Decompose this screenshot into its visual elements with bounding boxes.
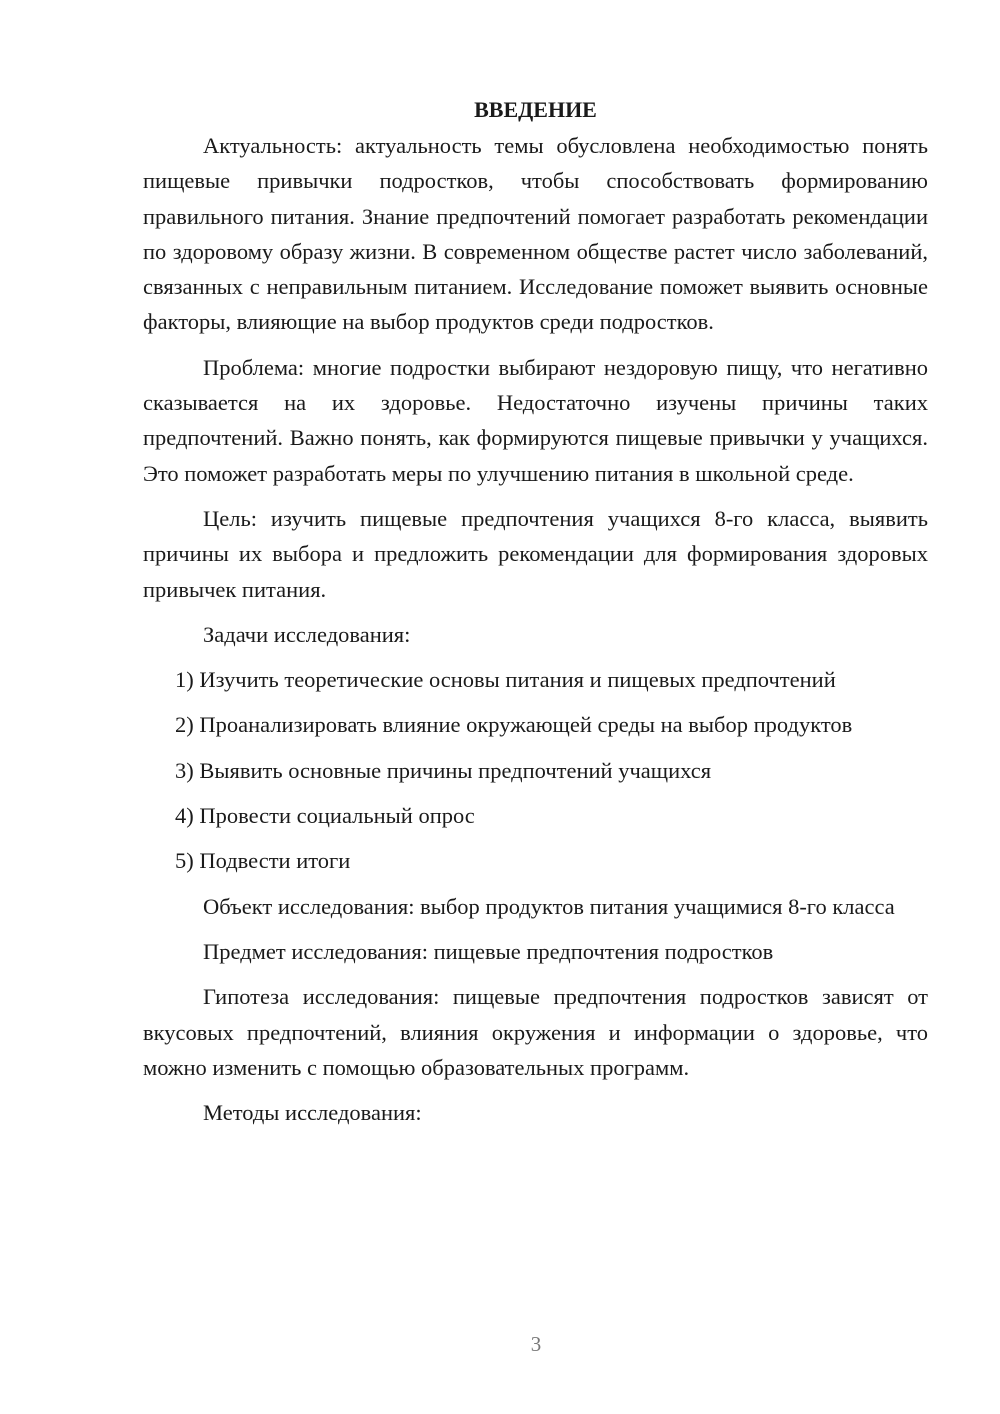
tasks-heading: Задачи исследования: [203,621,411,647]
page-number: 3 [530,1332,542,1356]
methods-heading: Методы исследования: [203,1100,422,1126]
tasks-list [143,662,928,878]
document-page [143,92,928,1140]
task-item: 5) Подвести итоги [175,848,351,874]
relevance-paragraph: Актуальность: актуальность темы обусловлена необходимостью понять пищевые привычки подростков, чтобы способствовать формированию правильного питания. Знание предпочтений помогает разработать рекомендации по здоровому образу жизни. В современном обществе растет число заболеваний, связанных с неправильным питанием. Исследование поможет выявить основные факторы, влияющие на выбор продуктов среди подростков. [143,133,928,335]
goal-paragraph: Цель: изучить пищевые предпочтения учащихся 8-го класса, выявить причины их выбора и предложить рекомендации для формирования здоровых привычек питания. [143,505,928,602]
task-item: 4) Провести социальный опрос [175,803,475,829]
object-paragraph: Объект исследования: выбор продуктов питания учащимися 8-го класса [203,893,895,919]
section-title: ВВЕДЕНИЕ [474,97,597,122]
task-item: 1) Изучить теоретические основы питания и пищевых предпочтений [175,667,836,693]
hypothesis-paragraph: Гипотеза исследования: пищевые предпочтения подростков зависят от вкусовых предпочтений, влияния окружения и информации о здоровье, что можно изменить с помощью образовательных программ. [143,984,928,1080]
problem-paragraph: Проблема: многие подростки выбирают нездоровую пищу, что негативно сказывается на их здоровье. Недостаточно изучены причины таких предпочтений. Важно понять, как формируются пищевые привычки у учащихся. Это поможет разработать меры по улучшению питания в школьной среде. [143,354,928,486]
task-item: 2) Проанализировать влияние окружающей среды на выбор продуктов [175,712,853,738]
subject-paragraph: Предмет исследования: пищевые предпочтения подростков [203,938,774,964]
task-item: 3) Выявить основные причины предпочтений учащихся [175,757,712,783]
